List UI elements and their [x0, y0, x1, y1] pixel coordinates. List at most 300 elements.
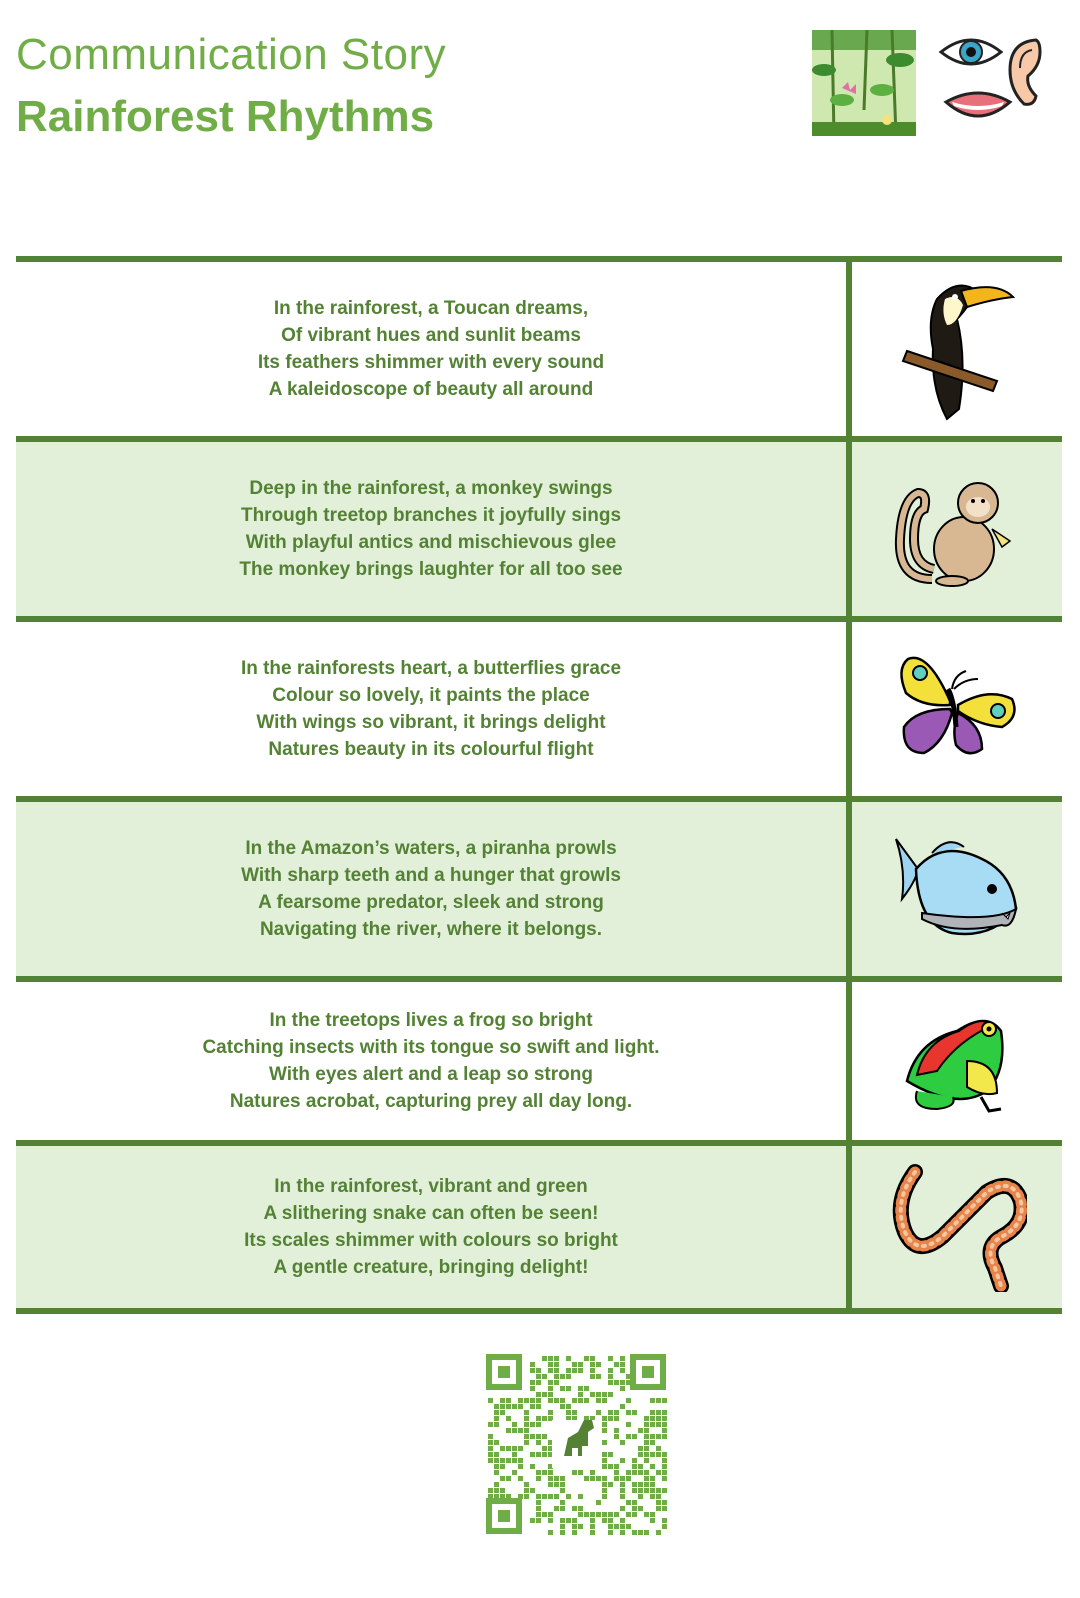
- qr-module: [560, 1518, 565, 1523]
- qr-module: [578, 1398, 583, 1403]
- qr-module: [560, 1374, 565, 1379]
- qr-module: [638, 1428, 643, 1433]
- qr-module: [632, 1470, 637, 1475]
- qr-module: [536, 1380, 541, 1385]
- qr-module: [506, 1416, 511, 1421]
- qr-module: [494, 1416, 499, 1421]
- rainforest-icon: [812, 30, 916, 136]
- verse-line: A slithering snake can often be seen!: [263, 1203, 599, 1224]
- animal-picture-cell: [852, 622, 1062, 796]
- qr-module: [632, 1500, 637, 1505]
- qr-module: [590, 1356, 595, 1361]
- qr-module: [662, 1422, 667, 1427]
- qr-module: [548, 1512, 553, 1517]
- qr-module: [596, 1392, 601, 1397]
- qr-module: [494, 1452, 499, 1457]
- qr-module: [578, 1470, 583, 1475]
- qr-module: [530, 1362, 535, 1367]
- qr-module: [620, 1362, 625, 1367]
- qr-module: [536, 1494, 541, 1499]
- qr-module: [536, 1416, 541, 1421]
- qr-module: [512, 1470, 517, 1475]
- qr-module: [608, 1524, 613, 1529]
- qr-module: [590, 1470, 595, 1475]
- qr-module: [560, 1524, 565, 1529]
- qr-module: [536, 1398, 541, 1403]
- qr-module: [560, 1482, 565, 1487]
- qr-module: [644, 1530, 649, 1535]
- qr-module: [548, 1410, 553, 1415]
- qr-module: [632, 1482, 637, 1487]
- qr-module: [524, 1398, 529, 1403]
- qr-module: [626, 1500, 631, 1505]
- qr-module: [542, 1374, 547, 1379]
- qr-module: [578, 1362, 583, 1367]
- qr-module: [614, 1512, 619, 1517]
- qr-module: [554, 1374, 559, 1379]
- qr-module: [638, 1530, 643, 1535]
- qr-module: [662, 1416, 667, 1421]
- qr-module: [560, 1488, 565, 1493]
- qr-module: [554, 1494, 559, 1499]
- qr-module: [512, 1404, 517, 1409]
- qr-module: [602, 1428, 607, 1433]
- verse-row: [16, 442, 1062, 622]
- verse-line: Navigating the river, where it belongs.: [259, 919, 603, 940]
- qr-module: [554, 1362, 559, 1367]
- qr-module: [572, 1368, 577, 1373]
- qr-module: [656, 1446, 661, 1451]
- qr-module: [638, 1464, 643, 1469]
- qr-module: [560, 1530, 565, 1535]
- qr-module: [488, 1458, 493, 1463]
- qr-module: [548, 1356, 553, 1361]
- qr-module: [536, 1476, 541, 1481]
- qr-module: [494, 1458, 499, 1463]
- verse-line: The monkey brings laughter for all too see: [239, 559, 623, 580]
- qr-module: [494, 1440, 499, 1445]
- qr-module: [602, 1392, 607, 1397]
- qr-module: [662, 1452, 667, 1457]
- qr-module: [524, 1494, 529, 1499]
- frog-icon: [897, 1001, 1017, 1121]
- qr-module: [488, 1398, 493, 1403]
- qr-module: [566, 1404, 571, 1409]
- qr-module: [638, 1452, 643, 1457]
- qr-module: [626, 1398, 631, 1403]
- page-subtitle: Rainforest Rhythms: [16, 92, 435, 141]
- qr-module: [608, 1452, 613, 1457]
- qr-module: [608, 1530, 613, 1535]
- qr-module: [638, 1494, 643, 1499]
- qr-module: [608, 1464, 613, 1469]
- qr-module: [530, 1368, 535, 1373]
- qr-module: [638, 1488, 643, 1493]
- verse-line: Through treetop branches it joyfully sings: [240, 505, 622, 526]
- qr-module: [632, 1488, 637, 1493]
- qr-module: [578, 1386, 583, 1391]
- qr-module: [536, 1452, 541, 1457]
- qr-module: [530, 1398, 535, 1403]
- qr-module: [590, 1374, 595, 1379]
- qr-module: [488, 1422, 493, 1427]
- qr-module: [602, 1518, 607, 1523]
- qr-module: [506, 1404, 511, 1409]
- animal-picture-cell: [852, 982, 1062, 1140]
- qr-module: [662, 1506, 667, 1511]
- qr-module: [518, 1404, 523, 1409]
- qr-module: [608, 1356, 613, 1361]
- qr-module: [572, 1410, 577, 1415]
- qr-module: [662, 1488, 667, 1493]
- qr-module: [548, 1368, 553, 1373]
- qr-module: [602, 1416, 607, 1421]
- qr-module: [662, 1410, 667, 1415]
- qr-module: [512, 1422, 517, 1427]
- qr-module: [554, 1476, 559, 1481]
- qr-module: [554, 1368, 559, 1373]
- qr-module: [596, 1410, 601, 1415]
- qr-module: [518, 1476, 523, 1481]
- qr-module: [530, 1422, 535, 1427]
- qr-module: [656, 1494, 661, 1499]
- qr-module: [578, 1506, 583, 1511]
- qr-module: [536, 1518, 541, 1523]
- verse-row: [16, 982, 1062, 1146]
- qr-module: [530, 1464, 535, 1469]
- qr-module: [494, 1410, 499, 1415]
- qr-module: [656, 1434, 661, 1439]
- qr-module: [542, 1446, 547, 1451]
- qr-module: [494, 1470, 499, 1475]
- verse-line: With playful antics and mischievous glee: [245, 532, 617, 553]
- qr-module: [662, 1458, 667, 1463]
- verse-line: With eyes alert and a leap so strong: [269, 1064, 593, 1085]
- qr-module: [578, 1392, 583, 1397]
- qr-module: [524, 1428, 529, 1433]
- qr-module: [650, 1410, 655, 1415]
- qr-module: [494, 1422, 499, 1427]
- qr-module: [632, 1512, 637, 1517]
- qr-module: [506, 1476, 511, 1481]
- qr-module: [638, 1446, 643, 1451]
- qr-module: [500, 1410, 505, 1415]
- qr-module: [548, 1470, 553, 1475]
- animal-picture-cell: [852, 262, 1062, 436]
- qr-module: [596, 1362, 601, 1367]
- qr-module: [662, 1500, 667, 1505]
- qr-module: [644, 1434, 649, 1439]
- qr-module: [614, 1380, 619, 1385]
- qr-module: [584, 1386, 589, 1391]
- qr-module: [530, 1488, 535, 1493]
- qr-module: [620, 1482, 625, 1487]
- qr-module: [626, 1470, 631, 1475]
- qr-module: [626, 1422, 631, 1427]
- qr-module: [536, 1434, 541, 1439]
- qr-module: [590, 1512, 595, 1517]
- qr-module: [500, 1446, 505, 1451]
- qr-module: [650, 1452, 655, 1457]
- mouth-icon: [942, 86, 1014, 126]
- qr-module: [524, 1422, 529, 1427]
- qr-module: [614, 1434, 619, 1439]
- qr-module: [566, 1368, 571, 1373]
- qr-module: [608, 1410, 613, 1415]
- qr-module: [536, 1404, 541, 1409]
- qr-module: [656, 1500, 661, 1505]
- qr-module: [596, 1512, 601, 1517]
- verse-line: Colour so lovely, it paints the place: [272, 685, 590, 706]
- qr-module: [608, 1380, 613, 1385]
- qr-module: [530, 1434, 535, 1439]
- qr-module: [542, 1416, 547, 1421]
- qr-module: [512, 1446, 517, 1451]
- qr-module: [596, 1500, 601, 1505]
- qr-module: [614, 1416, 619, 1421]
- qr-module: [662, 1434, 667, 1439]
- qr-module: [620, 1476, 625, 1481]
- qr-module: [614, 1470, 619, 1475]
- qr-module: [536, 1392, 541, 1397]
- qr-module: [662, 1398, 667, 1403]
- qr-module: [656, 1488, 661, 1493]
- qr-module: [620, 1386, 625, 1391]
- qr-module: [560, 1476, 565, 1481]
- qr-module: [590, 1368, 595, 1373]
- qr-module: [500, 1458, 505, 1463]
- qr-module: [644, 1416, 649, 1421]
- qr-module: [662, 1524, 667, 1529]
- qr-module: [620, 1488, 625, 1493]
- qr-module: [542, 1392, 547, 1397]
- qr-module: [656, 1452, 661, 1457]
- qr-module: [608, 1392, 613, 1397]
- piranha-icon: [892, 829, 1022, 949]
- verse-text: [16, 262, 846, 436]
- qr-module: [650, 1476, 655, 1481]
- qr-module: [512, 1428, 517, 1433]
- qr-module: [596, 1374, 601, 1379]
- qr-module: [530, 1386, 535, 1391]
- qr-module: [644, 1512, 649, 1517]
- qr-module: [614, 1428, 619, 1433]
- qr-module: [650, 1440, 655, 1445]
- qr-module: [650, 1518, 655, 1523]
- qr-module: [656, 1530, 661, 1535]
- qr-module: [548, 1392, 553, 1397]
- page-title: Communication Story: [16, 30, 447, 79]
- qr-module: [602, 1458, 607, 1463]
- qr-module: [602, 1440, 607, 1445]
- qr-module: [644, 1458, 649, 1463]
- qr-module: [650, 1422, 655, 1427]
- verse-row: [16, 802, 1062, 982]
- qr-module: [536, 1506, 541, 1511]
- qr-module: [638, 1506, 643, 1511]
- verse-row: [16, 262, 1062, 442]
- qr-module: [632, 1458, 637, 1463]
- qr-module: [566, 1410, 571, 1415]
- qr-module: [590, 1524, 595, 1529]
- qr-module: [506, 1428, 511, 1433]
- qr-module: [560, 1398, 565, 1403]
- qr-module: [644, 1488, 649, 1493]
- qr-module: [602, 1452, 607, 1457]
- qr-module: [620, 1524, 625, 1529]
- qr-module: [650, 1488, 655, 1493]
- qr-module: [512, 1452, 517, 1457]
- qr-module: [524, 1488, 529, 1493]
- qr-module: [584, 1398, 589, 1403]
- qr-module: [644, 1452, 649, 1457]
- qr-module: [566, 1518, 571, 1523]
- verse-line: Of vibrant hues and sunlit beams: [281, 325, 581, 346]
- qr-module: [656, 1422, 661, 1427]
- qr-module: [644, 1482, 649, 1487]
- qr-module: [656, 1398, 661, 1403]
- qr-module: [488, 1488, 493, 1493]
- qr-module: [572, 1518, 577, 1523]
- qr-module: [620, 1440, 625, 1445]
- qr-module: [656, 1416, 661, 1421]
- toucan-icon: [897, 269, 1017, 429]
- qr-module: [602, 1398, 607, 1403]
- qr-module: [536, 1368, 541, 1373]
- qr-module: [494, 1482, 499, 1487]
- qr-module: [656, 1470, 661, 1475]
- qr-module: [548, 1530, 553, 1535]
- qr-module: [572, 1506, 577, 1511]
- verse-text: [16, 1146, 846, 1308]
- verse-line: Its scales shimmer with colours so bright: [244, 1230, 618, 1251]
- qr-module: [632, 1464, 637, 1469]
- qr-module: [536, 1500, 541, 1505]
- qr-module: [578, 1494, 583, 1499]
- qr-module: [596, 1398, 601, 1403]
- qr-module: [518, 1446, 523, 1451]
- qr-module: [572, 1398, 577, 1403]
- qr-module: [626, 1476, 631, 1481]
- qr-module: [578, 1524, 583, 1529]
- qr-module: [650, 1482, 655, 1487]
- qr-module: [530, 1518, 535, 1523]
- qr-module: [536, 1422, 541, 1427]
- qr-module: [536, 1374, 541, 1379]
- qr-module: [524, 1416, 529, 1421]
- qr-module: [590, 1476, 595, 1481]
- verse-line: Natures beauty in its colourful flight: [268, 739, 594, 760]
- butterfly-icon: [892, 649, 1022, 769]
- verse-line: Deep in the rainforest, a monkey swings: [249, 478, 613, 499]
- verse-line: In the treetops lives a frog so bright: [269, 1010, 593, 1031]
- qr-module: [614, 1464, 619, 1469]
- qr-module: [554, 1482, 559, 1487]
- qr-module: [614, 1362, 619, 1367]
- qr-module: [524, 1482, 529, 1487]
- qr-module: [614, 1476, 619, 1481]
- qr-module: [650, 1464, 655, 1469]
- verse-line: With wings so vibrant, it brings delight: [256, 712, 606, 733]
- qr-module: [518, 1428, 523, 1433]
- qr-module: [602, 1488, 607, 1493]
- qr-module: [620, 1380, 625, 1385]
- qr-module: [566, 1356, 571, 1361]
- qr-module: [650, 1398, 655, 1403]
- qr-module: [518, 1458, 523, 1463]
- qr-module: [530, 1452, 535, 1457]
- qr-module: [632, 1410, 637, 1415]
- verse-line: In the rainforests heart, a butterflies grace: [240, 658, 622, 679]
- qr-module: [662, 1464, 667, 1469]
- qr-module: [548, 1398, 553, 1403]
- qr-module: [632, 1506, 637, 1511]
- qr-module: [542, 1494, 547, 1499]
- qr-module: [494, 1404, 499, 1409]
- qr-module: [608, 1482, 613, 1487]
- qr-module: [650, 1494, 655, 1499]
- qr-module: [536, 1512, 541, 1517]
- qr-module: [620, 1506, 625, 1511]
- qr-module: [626, 1434, 631, 1439]
- qr-module: [602, 1482, 607, 1487]
- qr-module: [638, 1482, 643, 1487]
- qr-module: [656, 1410, 661, 1415]
- qr-module: [590, 1392, 595, 1397]
- qr-module: [662, 1428, 667, 1433]
- qr-module: [620, 1404, 625, 1409]
- qr-module: [500, 1476, 505, 1481]
- qr-module: [590, 1362, 595, 1367]
- qr-module: [578, 1368, 583, 1373]
- verse-line: A kaleidoscope of beauty all around: [268, 379, 594, 400]
- verse-text: [16, 622, 846, 796]
- verse-line: A gentle creature, bringing delight!: [273, 1257, 589, 1278]
- snake-icon: [887, 1162, 1027, 1292]
- qr-module: [536, 1470, 541, 1475]
- qr-module: [608, 1416, 613, 1421]
- verse-text: [16, 982, 846, 1140]
- verse-line: Natures acrobat, capturing prey all day long.: [229, 1091, 633, 1112]
- verse-line: In the rainforest, vibrant and green: [274, 1176, 588, 1197]
- qr-module: [608, 1518, 613, 1523]
- verse-line: With sharp teeth and a hunger that growls: [241, 865, 621, 886]
- qr-module: [590, 1518, 595, 1523]
- qr-module: [626, 1524, 631, 1529]
- qr-module: [638, 1470, 643, 1475]
- animal-picture-cell: [852, 1146, 1062, 1308]
- verse-line: In the rainforest, a Toucan dreams,: [273, 298, 589, 319]
- qr-module: [506, 1398, 511, 1403]
- qr-module: [530, 1404, 535, 1409]
- qr-module: [500, 1488, 505, 1493]
- qr-module: [548, 1518, 553, 1523]
- qr-code-icon[interactable]: [484, 1352, 668, 1536]
- qr-module: [488, 1434, 493, 1439]
- qr-module: [566, 1374, 571, 1379]
- qr-module: [662, 1476, 667, 1481]
- qr-module: [566, 1494, 571, 1499]
- qr-module: [644, 1422, 649, 1427]
- qr-module: [650, 1416, 655, 1421]
- qr-module: [488, 1440, 493, 1445]
- qr-module: [644, 1428, 649, 1433]
- verse-text: [16, 802, 846, 976]
- qr-module: [542, 1452, 547, 1457]
- qr-module: [560, 1500, 565, 1505]
- qr-module: [626, 1410, 631, 1415]
- qr-module: [488, 1452, 493, 1457]
